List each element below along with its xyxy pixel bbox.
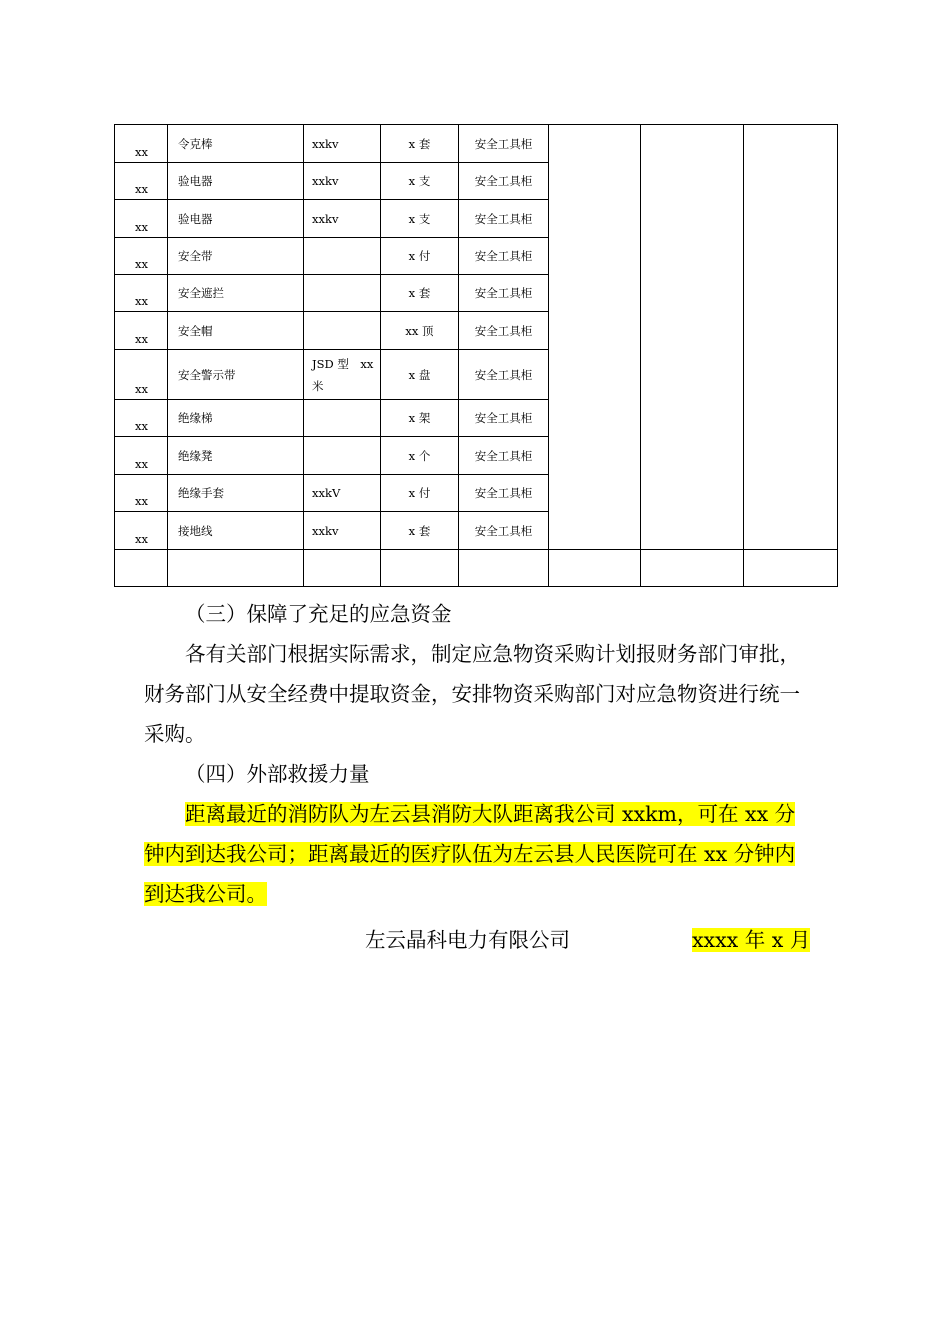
cell-location: 安全工具柜 (459, 475, 549, 512)
empty-cell (641, 125, 744, 550)
cell-location: 安全工具柜 (459, 437, 549, 475)
signature-company: 左云晶科电力有限公司 (365, 928, 570, 952)
cell-location: 安全工具柜 (459, 400, 549, 437)
empty-cell (304, 550, 381, 587)
table-row-empty (115, 550, 838, 587)
cell-no: xx (115, 475, 168, 512)
cell-qty: xx 顶 (381, 312, 459, 350)
table-row (115, 125, 838, 163)
section-3-body: 各有关部门根据实际需求，制定应急物资采购计划报财务部门审批，财务部门从安全经费中提取资金，安排物资采购部门对应急物资进行统一采购。 (144, 642, 800, 746)
cell-no: xx (115, 200, 168, 238)
empty-cell (168, 550, 304, 587)
section-4-heading: （四）外部救援力量 (185, 762, 370, 786)
empty-cell (641, 550, 744, 587)
cell-location: 安全工具柜 (459, 275, 549, 312)
cell-name: 接地线 (168, 512, 304, 550)
empty-cell (459, 550, 549, 587)
cell-name: 安全遮拦 (168, 275, 304, 312)
cell-name: 验电器 (168, 200, 304, 238)
cell-no: xx (115, 125, 168, 163)
cell-qty: x 盘 (381, 350, 459, 400)
cell-name: 绝缘梯 (168, 400, 304, 437)
cell-no: xx (115, 312, 168, 350)
equipment-table (114, 124, 838, 587)
cell-spec: xxkv (304, 163, 381, 200)
empty-cell (115, 550, 168, 587)
cell-no: xx (115, 350, 168, 400)
cell-location: 安全工具柜 (459, 125, 549, 163)
cell-location: 安全工具柜 (459, 200, 549, 238)
empty-cell (549, 550, 641, 587)
cell-spec (304, 275, 381, 312)
cell-name: 验电器 (168, 163, 304, 200)
cell-name: 绝缘手套 (168, 475, 304, 512)
cell-name: 安全帽 (168, 312, 304, 350)
empty-cell (744, 550, 838, 587)
cell-qty: x 支 (381, 200, 459, 238)
cell-location: 安全工具柜 (459, 512, 549, 550)
cell-qty: x 套 (381, 512, 459, 550)
cell-qty: x 支 (381, 163, 459, 200)
empty-cell (549, 125, 641, 550)
signature-date (692, 920, 810, 960)
cell-no: xx (115, 275, 168, 312)
cell-spec (304, 437, 381, 475)
cell-no: xx (115, 163, 168, 200)
cell-location: 安全工具柜 (459, 238, 549, 275)
cell-no: xx (115, 400, 168, 437)
cell-name: 令克棒 (168, 125, 304, 163)
cell-qty: x 套 (381, 275, 459, 312)
equipment-table-body (115, 125, 838, 587)
signature-date-text: xxxx 年 x 月 (692, 928, 811, 952)
cell-no: xx (115, 437, 168, 475)
section-4-body (144, 794, 806, 914)
cell-name: 安全带 (168, 238, 304, 275)
cell-location: 安全工具柜 (459, 163, 549, 200)
cell-spec: xxkV (304, 475, 381, 512)
cell-qty: x 付 (381, 475, 459, 512)
cell-no: xx (115, 238, 168, 275)
cell-spec (304, 400, 381, 437)
cell-name: 绝缘凳 (168, 437, 304, 475)
cell-qty: x 套 (381, 125, 459, 163)
cell-name: 安全警示带 (168, 350, 304, 400)
cell-spec: xxkv (304, 200, 381, 238)
cell-spec: xxkv (304, 512, 381, 550)
cell-spec: xxkv (304, 125, 381, 163)
cell-qty: x 个 (381, 437, 459, 475)
cell-spec (304, 312, 381, 350)
cell-qty: x 架 (381, 400, 459, 437)
section-3-heading: （三）保障了充足的应急资金 (185, 602, 452, 626)
highlighted-text: 距离最近的消防队为左云县消防大队距离我公司 xxkm，可在 xx 分钟内到达我公司；距离最近的医疗队伍为左云县人民医院可在 xx 分钟内到达我公司。 (144, 802, 796, 906)
cell-qty: x 付 (381, 238, 459, 275)
cell-spec: JSD 型 xx 米 (304, 350, 381, 400)
cell-no: xx (115, 512, 168, 550)
cell-location: 安全工具柜 (459, 350, 549, 400)
cell-location: 安全工具柜 (459, 312, 549, 350)
empty-cell (381, 550, 459, 587)
cell-spec (304, 238, 381, 275)
empty-cell (744, 125, 838, 550)
